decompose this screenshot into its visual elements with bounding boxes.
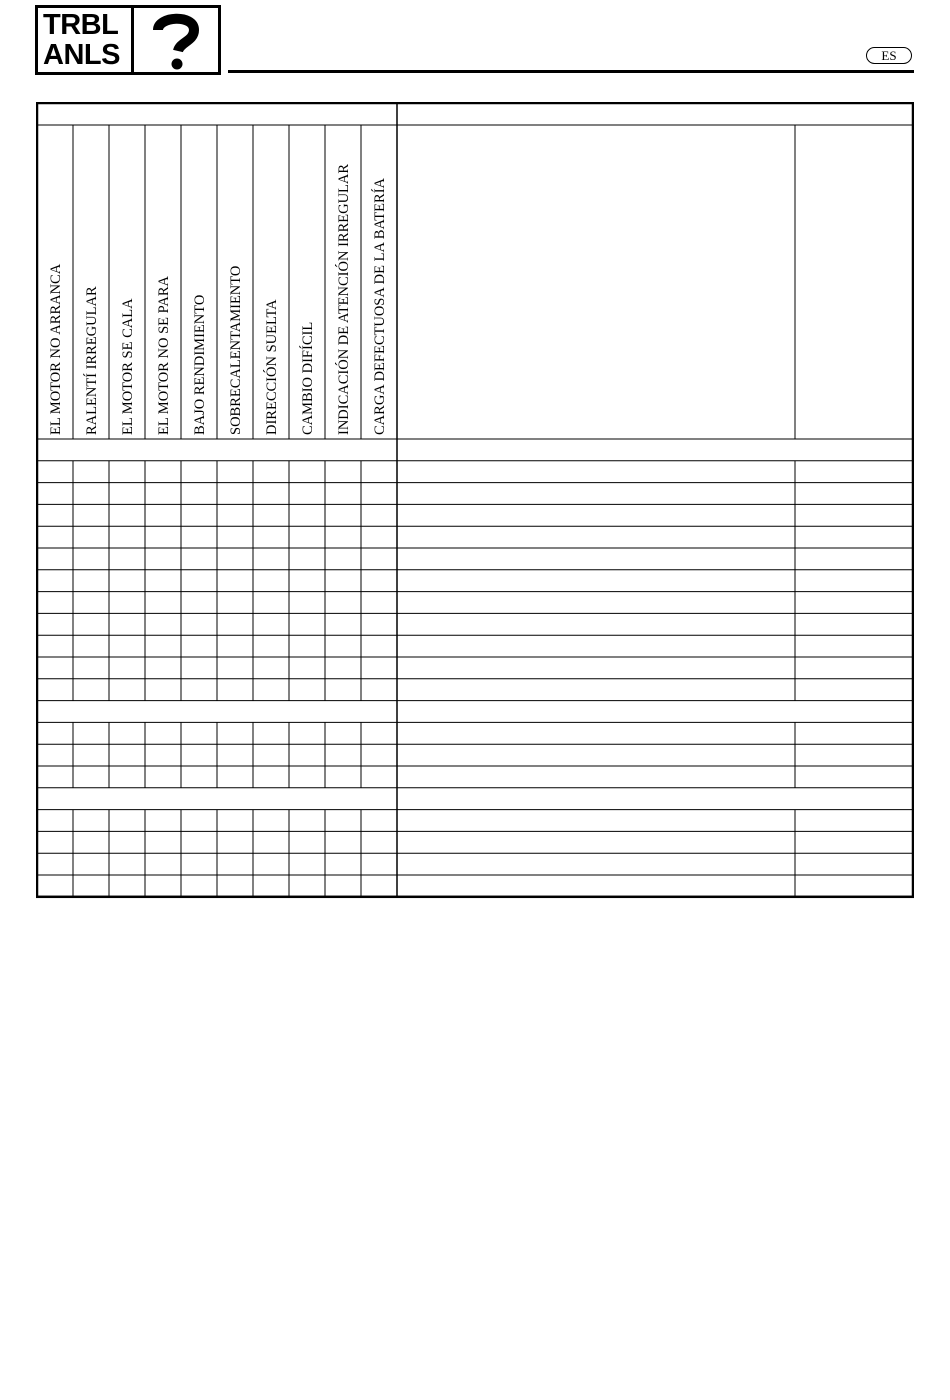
- symptom-column-header: RALENTÍ IRREGULAR: [84, 286, 100, 435]
- language-badge: ES: [866, 47, 912, 64]
- badge-line-1: TRBL: [43, 9, 119, 41]
- symptom-column-header: EL MOTOR NO SE PARA: [156, 276, 172, 435]
- badge-label: [38, 8, 134, 72]
- badge-line-2: ANLS: [43, 39, 120, 71]
- symptom-column-header: CARGA DEFECTUOSA DE LA BATERÍA: [372, 178, 388, 435]
- table-border: [37, 103, 913, 897]
- symptom-column-header: CAMBIO DIFÍCIL: [300, 321, 316, 435]
- symptom-column-header: BAJO RENDIMIENTO: [192, 294, 208, 435]
- symptom-column-header: DIRECCIÓN SUELTA: [264, 299, 280, 435]
- symptom-column-header: SOBRECALENTAMIENTO: [228, 265, 244, 435]
- symptom-column-header: INDICACIÓN DE ATENCIÓN IRREGULAR: [336, 163, 352, 435]
- troubleshooting-table: [36, 102, 914, 900]
- question-mark-icon: [134, 8, 218, 72]
- symptom-column-header: EL MOTOR NO ARRANCA: [48, 263, 64, 435]
- header-rule: [228, 70, 914, 73]
- trbl-anls-badge: [35, 5, 221, 75]
- symptom-column-header: EL MOTOR SE CALA: [120, 298, 136, 435]
